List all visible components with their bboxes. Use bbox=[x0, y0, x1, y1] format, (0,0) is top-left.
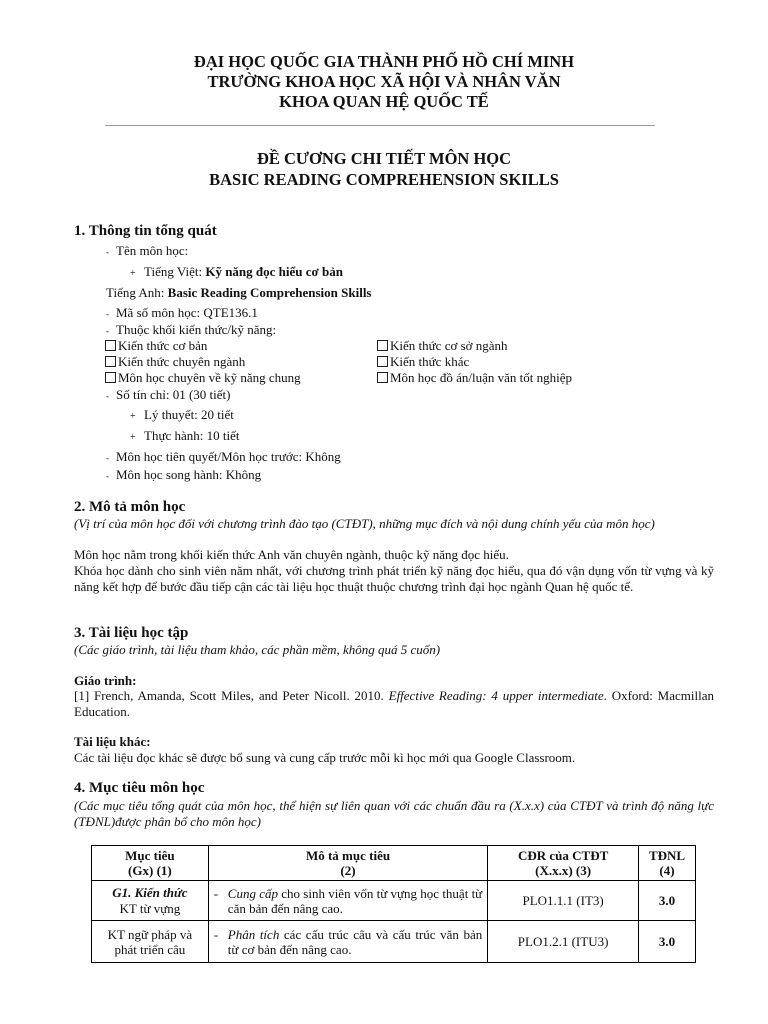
description-text: các cấu trúc câu và cấu trúc văn bản từ cơ bản đến nâng cao. bbox=[227, 926, 483, 957]
block-label: Thuộc khối kiến thức/kỹ năng: bbox=[116, 322, 277, 337]
textbook-label: Giáo trình: bbox=[74, 673, 137, 688]
checkbox-thesis[interactable] bbox=[377, 370, 572, 386]
document-title bbox=[0, 148, 768, 190]
goal-cell bbox=[92, 881, 209, 921]
goal-cell bbox=[92, 921, 209, 963]
header-divider bbox=[105, 125, 655, 126]
checkbox-label: Kiến thức khác bbox=[390, 354, 470, 369]
description-cell bbox=[208, 921, 487, 963]
checkbox-label: Môn học đồ án/luận văn tốt nghiệp bbox=[390, 370, 572, 385]
section-3-heading: 3. Tài liệu học tập bbox=[74, 625, 189, 641]
goal-title: G1. Kiến thức bbox=[112, 884, 188, 900]
title-line-1: ĐỀ CƯƠNG CHI TIẾT MÔN HỌC bbox=[256, 149, 512, 168]
title-line-2: BASIC READING COMPREHENSION SKILLS bbox=[209, 170, 559, 189]
header-goal bbox=[92, 846, 209, 881]
vn-value: Kỹ năng đọc hiểu cơ bản bbox=[205, 264, 343, 279]
header-level bbox=[639, 846, 696, 881]
section-4-heading: 4. Mục tiêu môn học bbox=[74, 780, 205, 796]
description-verb: Phân tích bbox=[227, 926, 280, 942]
checkbox-foundation[interactable] bbox=[377, 338, 508, 354]
checkbox-basic[interactable] bbox=[105, 338, 207, 354]
other-materials-label: Tài liệu khác: bbox=[74, 734, 151, 749]
table-row bbox=[92, 881, 696, 921]
header-text: CĐR của CTĐT bbox=[517, 848, 609, 863]
course-name-label: Tên môn học: bbox=[116, 243, 189, 258]
credits-item bbox=[106, 387, 230, 404]
header-text: Mô tả mục tiêu bbox=[305, 848, 391, 863]
course-code-item bbox=[106, 305, 258, 322]
goal-subtitle: KT ngữ pháp và phát triển câu bbox=[107, 926, 193, 957]
bullet-icon: - bbox=[106, 391, 109, 401]
header-outcome bbox=[488, 846, 639, 881]
section-4-note: (Các mục tiêu tổng quát của môn học, thể hiện sự liên quan với các chuẩn đầu ra (X.x.x) của CTĐT và trình độ năng lực (TĐNL)được phân bổ cho môn học) bbox=[74, 798, 714, 829]
theory-hours: Lý thuyết: 20 tiết bbox=[144, 407, 234, 422]
level-cell: 3.0 bbox=[639, 921, 696, 963]
dash-bullet-icon: - bbox=[213, 926, 219, 942]
section-1-heading: 1. Thông tin tổng quát bbox=[74, 223, 217, 239]
header-text: TĐNL bbox=[648, 848, 686, 863]
header-text: (Gx) (1) bbox=[128, 863, 172, 878]
bullet-icon: - bbox=[106, 453, 109, 463]
credits: Số tín chỉ: 01 (30 tiết) bbox=[116, 387, 231, 402]
level-cell: 3.0 bbox=[639, 881, 696, 921]
header-text: (X.x.x) (3) bbox=[535, 863, 592, 878]
course-name-item bbox=[106, 243, 188, 260]
checkbox-label: Môn học chuyên về kỹ năng chung bbox=[118, 370, 301, 385]
checkbox-icon[interactable] bbox=[105, 340, 116, 351]
outcome-cell: PLO1.2.1 (ITU3) bbox=[488, 921, 639, 963]
header-text: (4) bbox=[659, 863, 675, 878]
checkbox-label: Kiến thức cơ bản bbox=[118, 338, 208, 353]
section-2-note: (Vị trí của môn học đối với chương trình đào tạo (CTĐT), những mục đích và nội dung chính yếu của môn học) bbox=[74, 516, 655, 531]
section-2-paragraph-2: Khóa học dành cho sinh viên năm nhất, với chương trình phát triển kỹ năng đọc hiểu, qua đó vận dụng vốn từ vựng và kỹ năng kết hợp để bước đầu tiếp cận các tài liệu học thuật thuộc chương trình đại học ngành Quan hệ quốc tế. bbox=[74, 563, 714, 594]
course-code: Mã số môn học: QTE136.1 bbox=[116, 305, 258, 320]
checkbox-icon[interactable] bbox=[377, 372, 388, 383]
header-line-2: TRƯỜNG KHOA HỌC XÃ HỘI VÀ NHÂN VĂN bbox=[207, 72, 561, 91]
section-2-paragraph-1: Môn học nằm trong khối kiến thức Anh văn chuyên ngành, thuộc kỹ năng đọc hiểu. bbox=[74, 547, 509, 562]
section-3-note: (Các giáo trình, tài liệu tham khảo, các phần mềm, không quá 5 cuốn) bbox=[74, 642, 441, 657]
bullet-icon: - bbox=[106, 326, 109, 336]
checkbox-icon[interactable] bbox=[377, 340, 388, 351]
checkbox-general-skills[interactable] bbox=[105, 370, 301, 386]
theory-item bbox=[130, 407, 234, 425]
vn-name-item bbox=[130, 264, 343, 282]
bullet-icon: - bbox=[106, 309, 109, 319]
parallel-item bbox=[106, 467, 261, 484]
checkbox-icon[interactable] bbox=[105, 356, 116, 367]
institution-header bbox=[0, 52, 768, 112]
header-line-3: KHOA QUAN HỆ QUỐC TẾ bbox=[279, 92, 489, 111]
section-2-heading: 2. Mô tả môn học bbox=[74, 499, 186, 515]
textbook-publisher: . Oxford: Macmillan Education. bbox=[74, 688, 714, 719]
checkbox-label: Kiến thức chuyên ngành bbox=[118, 354, 246, 369]
description-cell bbox=[208, 881, 487, 921]
description-text: cho sinh viên vốn từ vựng học thuật từ căn bản đến nâng cao. bbox=[227, 885, 483, 916]
checkbox-icon[interactable] bbox=[377, 356, 388, 367]
en-label: Tiếng Anh: bbox=[106, 285, 168, 300]
bullet-icon: - bbox=[106, 247, 109, 257]
checkbox-specialized[interactable] bbox=[105, 354, 245, 370]
checkbox-icon[interactable] bbox=[105, 372, 116, 383]
textbook-title: Effective Reading: 4 upper intermediate bbox=[388, 688, 604, 703]
objectives-table bbox=[91, 845, 696, 963]
bullet-icon: - bbox=[106, 471, 109, 481]
header-line-1: ĐẠI HỌC QUỐC GIA THÀNH PHỐ HỒ CHÍ MINH bbox=[193, 52, 575, 71]
plus-bullet-icon: + bbox=[130, 432, 136, 443]
textbook-authors: [1] French, Amanda, Scott Miles, and Peter Nicoll. 2010. bbox=[74, 688, 389, 703]
plus-bullet-icon: + bbox=[130, 268, 136, 279]
practice-item bbox=[130, 428, 240, 446]
vn-label: Tiếng Việt: bbox=[144, 264, 206, 279]
checkbox-label: Kiến thức cơ sở ngành bbox=[390, 338, 508, 353]
table-row bbox=[92, 921, 696, 963]
en-name-item bbox=[106, 285, 372, 301]
goal-subtitle: KT từ vựng bbox=[119, 900, 181, 916]
block-label-item bbox=[106, 322, 276, 339]
textbook-reference bbox=[74, 688, 714, 720]
header-description bbox=[208, 846, 487, 881]
header-text: (2) bbox=[340, 863, 356, 878]
prereq-item bbox=[106, 449, 341, 466]
other-materials-text: Các tài liệu đọc khác sẽ được bổ sung và cung cấp trước mỗi kì học mới qua Google Classroom. bbox=[74, 750, 576, 765]
outcome-cell: PLO1.1.1 (IT3) bbox=[488, 881, 639, 921]
plus-bullet-icon: + bbox=[130, 411, 136, 422]
checkbox-other[interactable] bbox=[377, 354, 469, 370]
description-verb: Cung cấp bbox=[227, 885, 278, 901]
practice-hours: Thực hành: 10 tiết bbox=[144, 428, 240, 443]
header-text: Mục tiêu bbox=[125, 848, 175, 863]
parallel-course: Môn học song hành: Không bbox=[116, 467, 262, 482]
prerequisite: Môn học tiên quyết/Môn học trước: Không bbox=[116, 449, 341, 464]
en-value: Basic Reading Comprehension Skills bbox=[167, 285, 372, 300]
table-header-row bbox=[92, 846, 696, 881]
dash-bullet-icon: - bbox=[213, 885, 219, 901]
